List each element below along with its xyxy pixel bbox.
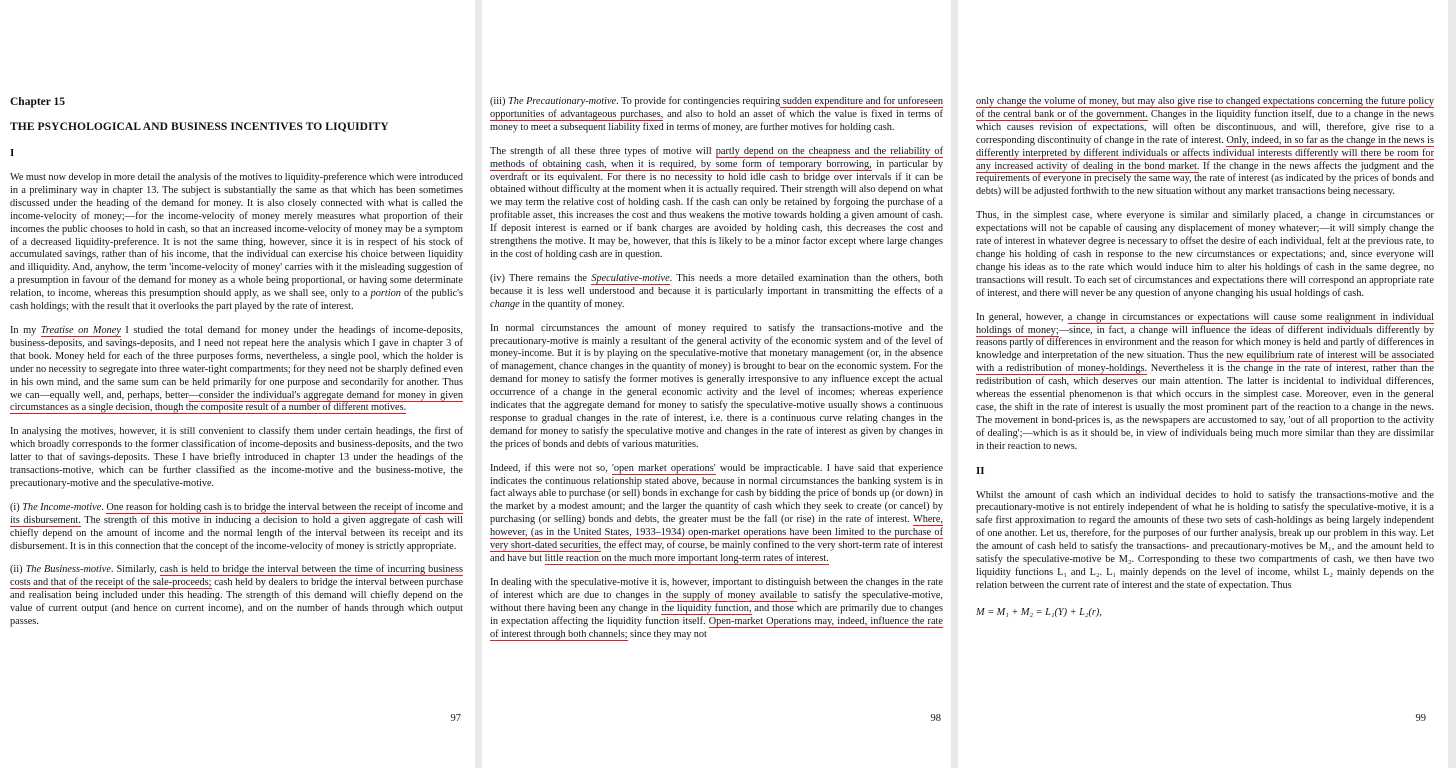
page-number: 97	[450, 713, 461, 724]
page-number: 99	[1415, 713, 1426, 724]
paragraph: (iv) There remains the Speculative-motive. This needs a more detailed examination than the others, both because it is less well understood and because it is particularly important in transmitting the effects of a change in the quantity of money.	[490, 272, 943, 310]
paragraph: (iii) The Precautionary-motive. To provide for contingencies requiring sudden expenditure and for unforeseen opportunities of advantageous purchases, and also to hold an asset of which the value is fixed in terms of money to meet a subsequent liability fixed in terms of money, are further motives for holding cash.	[490, 96, 943, 133]
paragraph: In analysing the motives, however, it is still convenient to classify them under certain headings, the first of which broadly corresponds to the former classification of income-deposits and business-deposits, and the two latter to that of savings-deposits. These I have briefly introduced in chapter 13 under the headings of the transactions-motive, which can be further classified as the income-motive and the business-motive, the precautionary-motive and the speculative-motive.	[10, 426, 463, 489]
chapter-heading: Chapter 15	[10, 96, 66, 108]
underlined-text: —consider the individual's aggregate demand for money in given circumstances as a single decision, though the composite result of a number of different motives.	[10, 389, 463, 414]
underlined-text: the liquidity function,	[661, 602, 752, 614]
underlined-text: cash is held to bridge the interval between the time of incurring business costs and that of the receipt of the sale-proceeds;	[10, 564, 463, 589]
underlined-text: Treatise on Money	[40, 324, 121, 336]
underlined-text: only change the volume of money, but may also give rise to changed expectations concerning the future policy of the central bank or of the government.	[976, 96, 1434, 120]
underlined-text: a change in circumstances or expectations will cause some realignment in individual holdings of money;	[976, 311, 1434, 336]
page-99	[958, 0, 1448, 768]
paragraph: In dealing with the speculative-motive it is, however, important to distinguish between the changes in the rate of interest which are due to changes in the supply of money available to satisfy the speculative-motive, without there having been any change in the liquidity function, and those which are primarily due to changes in expectation affecting the liquidity function itself. Open-market Operations may, indeed, influence the rate of interest through both channels; since they may not	[490, 576, 943, 640]
paragraph: (i) The Income-motive. One reason for holding cash is to bridge the interval between the receipt of income and its disbursement. The strength of this motive in inducing a decision to hold a given aggregate of cash will chiefly depend on the amount of income and the normal length of the interval between its receipt and its disbursement. It is in this connection that the concept of the income-velocity of money is strictly appropriate.	[10, 501, 463, 552]
page-98	[482, 0, 951, 768]
underlined-text: 'open market operations'	[612, 462, 716, 474]
paragraph: Thus, in the simplest case, where everyone is similar and similarly placed, a change in circumstances or expectations will not be capable of causing any displacement of money whatever;—it will simply change the rate of interest in whatever degree is necessary to offset the desire of each individual, felt at the previous rate, to change his holding of cash in response to the new circumstances or expectations; and, since everyone will change his ideas as to the rate which would induce him to alter his holdings of cash in the same degree, no transactions will result. To each set of circumstances and expectations there will correspond an appropriate rate of interest, and there will never be any question of anyone changing his usual holdings of cash.	[976, 210, 1434, 299]
section-number: I	[10, 147, 15, 159]
chapter-title: THE PSYCHOLOGICAL AND BUSINESS INCENTIVES TO LIQUIDITY	[10, 121, 389, 133]
underlined-text: the supply of money available	[665, 589, 798, 601]
underlined-text: Where, however, (as in the United States, 1933–1934) open-market operations have been limited to the purchase of very short-dated securities,	[490, 514, 943, 552]
paragraph: Whilst the amount of cash which an individual decides to hold to satisfy the transactions-motive and the precautionary-motive is not entirely independent of what he is holding to satisfy the speculative-motive, it is a safe first approximation to regard the amounts of these two sets of cash-holdings as being largely independent of one another. Let us, therefore, for the purposes of our further analysis, break up our problem in this way. Let the amount of cash held to satisfy the transactions- and precautionary-motives be M₁, and the amount held to satisfy the speculative-motive be M₂. Corresponding to these two compartments of cash, we then have two liquidity functions L₁ and L₂. L₁ mainly depends on the level of income, whilst L₂ mainly depends on the relation between the current rate of interest and the state of expectation. Thus	[976, 489, 1434, 591]
page-number: 98	[930, 713, 941, 724]
underlined-text: little reaction on the much more important long-term rates of interest.	[544, 553, 829, 564]
underlined-text: partly depend on the cheapness and the reliability of methods of obtaining cash, when it is required, by some form of temporary borrowing,	[490, 145, 943, 170]
formula: M = M₁ + M₂ = L₁(Y) + L₂(r),	[976, 606, 1102, 618]
paragraph: The strength of all these three types of motive will partly depend on the cheapness and the reliability of methods of obtaining cash, when it is required, by some form of temporary borrowing, in particular by overdraft or its equivalent. For there is no necessity to hold idle cash to bridge over intervals if it can be obtained without difficulty at the moment when it is actually required. Their strength will also depend on what we may term the relative cost of holding cash. If the cash can only be retained by forgoing the purchase of a profitable asset, this increases the cost and thus weakens the motive towards holding a given amount of cash. If deposit interest is earned or if bank charges are avoided by holding cash, this decreases the cost and strengthens the motive. It may be, however, that this is likely to be a minor factor except where large changes in the cost of holding cash are in question.	[490, 145, 943, 260]
underlined-text: Speculative-motive	[591, 272, 670, 284]
page-97	[0, 0, 475, 768]
paragraph: only change the volume of money, but may also give rise to changed expectations concerning the future policy of the central bank or of the government. Changes in the liquidity function itself, due to a change in the news which causes revision of expectations, will often be discontinuous, and will, therefore, give rise to a corresponding discontinuity of change in the rate of interest. Only, indeed, in so far as the change in the news is differently interpreted by different individuals or affects individual interests differently will there be room for any increased activity of dealing in the bond market. If the change in the news affects the judgment and the requirements of everyone in precisely the same way, the rate of interest (as indicated by the prices of bonds and debts) will be adjusted forthwith to the new situation without any market transactions being necessary.	[976, 96, 1434, 198]
paragraph: We must now develop in more detail the analysis of the motives to liquidity-preference which were introduced in a preliminary way in chapter 13. The subject is substantially the same as that which has been sometimes discussed under the heading of the demand for money. It is also closely connected with what is called the income-velocity of money;—for the income-velocity of money merely measures what proportion of their incomes the public chooses to hold in cash, so that an increased income-velocity of money may be a symptom of a decreased liquidity-preference. It is not the same thing, however, since it is in respect of his stock of accumulated savings, rather than of his income, that the individual can exercise his choice between liquidity and illiquidity. And, anyhow, the term 'income-velocity of money' carries with it the misleading suggestion of a presumption in favour of the demand for money as a whole being proportional, or having some determinate relation, to income, whereas this presumption should apply, as we shall see, only to a portion of the public's cash holdings; with the result that it overlooks the part played by the rate of interest.	[10, 172, 463, 313]
section-number: II	[976, 464, 985, 477]
paragraph: In general, however, a change in circumstances or expectations will cause some realignment in individual holdings of money;—since, in fact, a change will influence the ideas of different individuals differently by reasons partly of differences in environment and the reason for which money is held and partly of differences in knowledge and interpretation of the new situation. Thus the new equilibrium rate of interest will be associated with a redistribution of money-holdings. Nevertheless it is the change in the rate of interest, rather than the redistribution of cash, which deserves our main attention. The latter is incidental to individual differences, whereas the essential phenomenon is that which occurs in the simplest case. Moreover, even in the general case, the shift in the rate of interest is usually the most prominent part of the reaction to a change in the news. The movement in bond-prices is, as the newspapers are accustomed to say, 'out of all proportion to the activity of dealing';—which is as it should be, in view of individuals being much more similar than they are dissimilar in their reaction to news.	[976, 311, 1434, 452]
underlined-text: Open-market Operations may, indeed, influence the rate of interest through both channels;	[490, 615, 943, 640]
paragraph: In normal circumstances the amount of money required to satisfy the transactions-motive and the precautionary-motive is mainly a resultant of the general activity of the economic system and of the level of money-income. But it is by playing on the speculative-motive that monetary management (or, in the absence of management, chance changes in the quantity of money) is brought to bear on the economic system. For the demand for money to satisfy the former motives is generally irresponsive to any influence except the actual occurrence of a change in the general economic activity and the level of incomes; whereas experience indicates that the aggregate demand for money to satisfy the speculative-motive usually shows a continuous response to gradual changes in the rate of interest, i.e. there is a continuous curve relating changes in the demand for money to satisfy the speculative motive and changes in the rate of interest as given by changes in the prices of bonds and debts of various maturities.	[490, 322, 943, 450]
paragraph: Indeed, if this were not so, 'open market operations' would be impracticable. I have said that experience indicates the continuous relationship stated above, because in normal circumstances the banking system is in fact always able to purchase (or sell) bonds in exchange for cash by bidding the price of bonds up (or down) in the market by a modest amount; and the larger the quantity of cash which they seek to create (or cancel) by purchasing (or selling) bonds and debts, the greater must be the fall (or rise) in the rate of interest. Where, however, (as in the United States, 1933–1934) open-market operations have been limited to the purchase of very short-dated securities, the effect may, of course, be mainly confined to the very short-term rate of interest and have but little reaction on the much more important long-term rates of interest.	[490, 462, 943, 564]
underlined-text: One reason for holding cash is to bridge the interval between the receipt of income and its disbursement.	[10, 501, 463, 526]
paragraph: (ii) The Business-motive. Similarly, cash is held to bridge the interval between the time of incurring business costs and that of the receipt of the sale-proceeds; cash held by dealers to bridge the interval between purchase and realisation being included under this heading. The strength of this demand will chiefly depend on the value of current output (and hence on current income), and on the number of hands through which output passes.	[10, 564, 464, 628]
underlined-text: Only, indeed, in so far as the change in the news is differently interpreted by different individuals or affects individual interests differently will there be room for any increased activity of dealing in the bond market.	[976, 134, 1434, 172]
underlined-text: new equilibrium rate of interest will be associated with a redistribution of money-holdings.	[976, 350, 1434, 375]
paragraph: In my Treatise on Money I studied the total demand for money under the headings of income-deposits, business-deposits, and savings-deposits, and I need not repeat here the analysis which I gave in chapter 3 of that book. Money held for each of the three purposes forms, nevertheless, a single pool, which the holder is under no necessity to segregate into three water-tight compartments; for they need not be sharply defined even in his own mind, and the same sum can be held primarily for one purpose and secondarily for another. Thus we can—equally well, and, perhaps, better—consider the individual's aggregate demand for money in given circumstances as a single decision, though the composite result of a number of different motives.	[10, 324, 463, 414]
underlined-text: sudden expenditure and for unforeseen opportunities of advantageous purchases,	[490, 96, 943, 120]
